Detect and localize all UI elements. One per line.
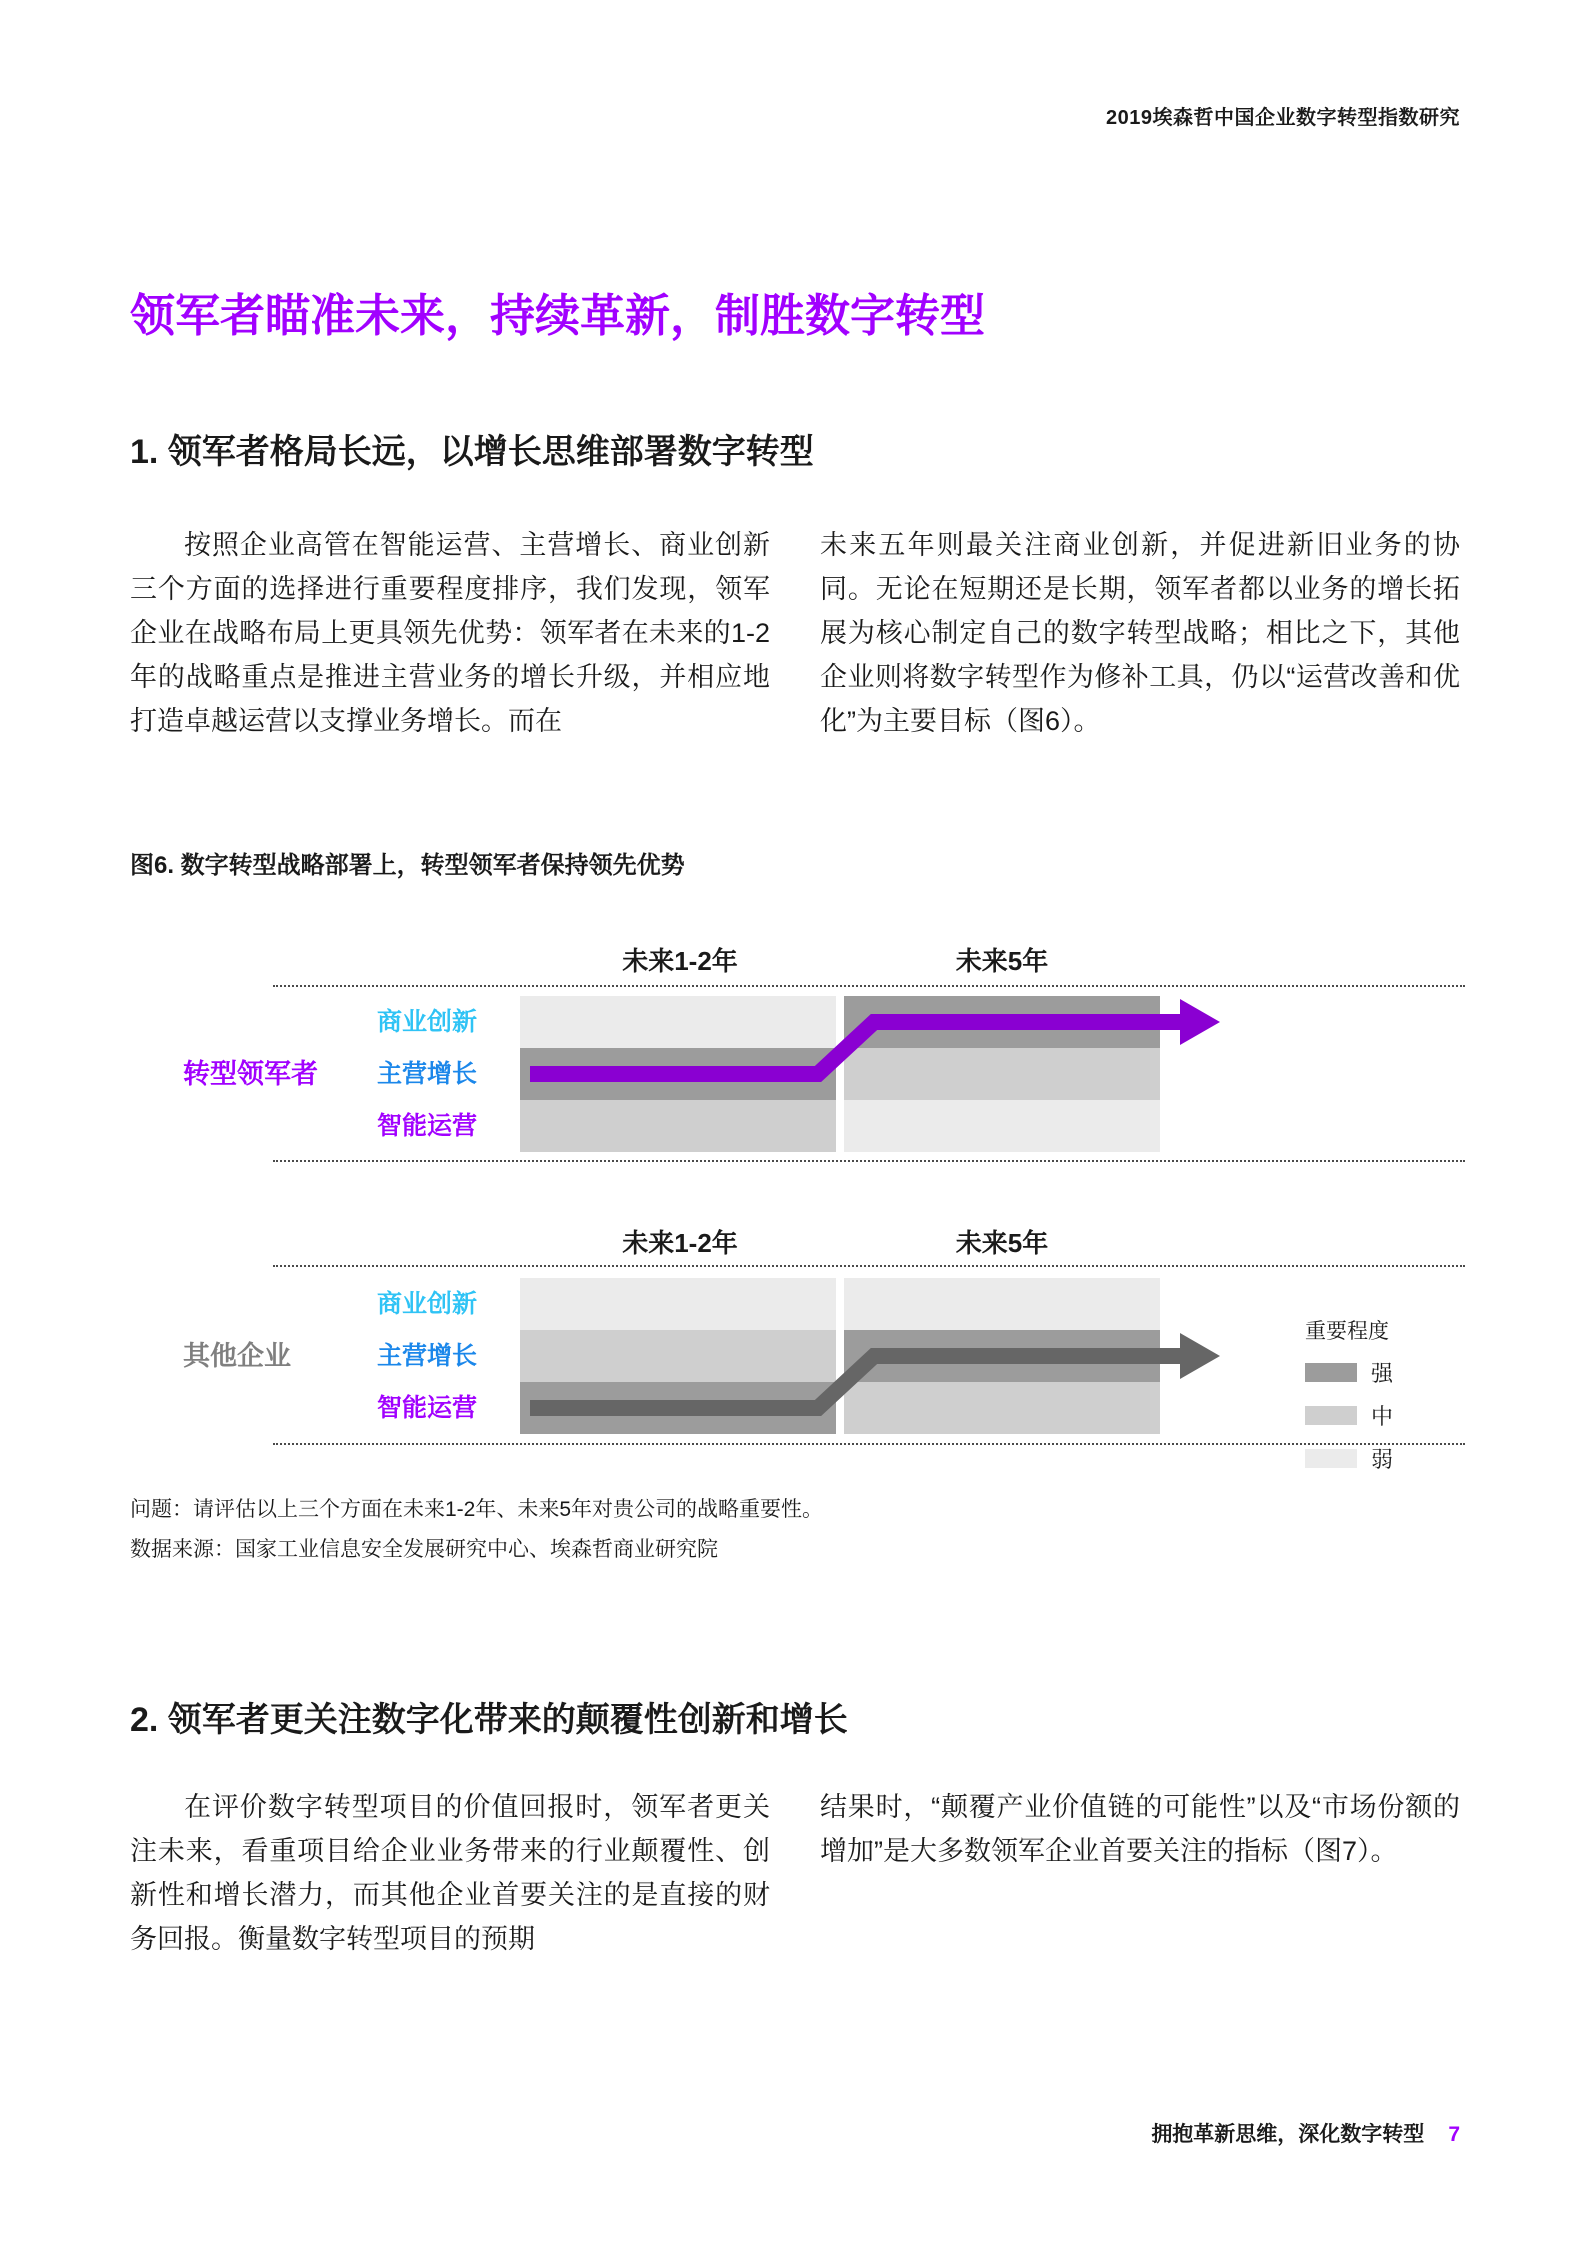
group-label-leaders: 转型领军者	[183, 1059, 318, 1089]
column-header-five-year: 未来5年	[955, 946, 1049, 976]
column-header-near-term: 未来1-2年	[622, 946, 738, 976]
figure-note-question: 问题：请评估以上三个方面在未来1-2年、未来5年对贵公司的战略重要性。	[130, 1498, 824, 1521]
section1-paragraph-right: 未来五年则最关注商业创新，并促进新旧业务的协同。无论在短期还是长期，领军者都以业务的增长拓展为核心制定自己的数字转型战略；相比之下，其他企业则将数字转型作为修补工具，仍以“运营改善和优化”为主要目标（图6）。	[820, 530, 1460, 736]
legend-title: 重要程度	[1305, 1320, 1389, 1343]
group-label-others: 其他企业	[183, 1341, 291, 1371]
report-header: 2019埃森哲中国企业数字转型指数研究	[1106, 107, 1460, 129]
section2-paragraph-left: 在评价数字转型项目的价值回报时，领军者更关注未来，看重项目给企业业务带来的行业颠覆性、创新性和增长潜力，而其他企业首要关注的是直接的财务回报。衡量数字转型项目的预期	[130, 1792, 770, 1954]
section1-heading: 1. 领军者格局长远，以增长思维部署数字转型	[130, 433, 814, 471]
column-header-near-term: 未来1-2年	[622, 1228, 738, 1258]
row-label-intelligent-operations: 智能运营	[377, 1394, 478, 1422]
section1-paragraph-left: 按照企业高管在智能运营、主营增长、商业创新三个方面的选择进行重要程度排序，我们发现，领军企业在战略布局上更具领先优势：领军者在未来的1-2年的战略重点是推进主营业务的增长升级，并相应地打造卓越运营以支撑业务增长。而在	[130, 530, 770, 736]
column-header-five-year: 未来5年	[955, 1228, 1049, 1258]
legend-label: 弱	[1371, 1447, 1394, 1472]
row-label-core-growth: 主营增长	[377, 1060, 478, 1088]
footer-text: 拥抱革新思维，深化数字转型	[1151, 2123, 1425, 2146]
others-trend-arrowhead	[1180, 1333, 1220, 1379]
figure6-chart	[130, 935, 1460, 1475]
page-title: 领军者瞄准未来，持续革新，制胜数字转型	[130, 290, 986, 341]
figure-note-source: 数据来源：国家工业信息安全发展研究中心、埃森哲商业研究院	[130, 1538, 718, 1561]
trend-arrows-layer	[130, 935, 1460, 1475]
page-footer	[1151, 2118, 1460, 2148]
legend-label: 强	[1371, 1361, 1394, 1386]
leaders-trend-arrowhead	[1180, 999, 1220, 1045]
legend-label: 中	[1371, 1404, 1394, 1429]
others-trend-arrow	[530, 1356, 1186, 1408]
section2-body	[130, 1785, 1460, 1961]
page-number: 7	[1448, 2123, 1460, 2146]
leaders-trend-arrow	[530, 1022, 1186, 1074]
section2-heading: 2. 领军者更关注数字化带来的颠覆性创新和增长	[130, 1701, 848, 1739]
row-label-intelligent-operations: 智能运营	[377, 1112, 478, 1140]
section1-body	[130, 523, 1460, 743]
row-label-business-innovation: 商业创新	[377, 1290, 478, 1318]
section2-paragraph-right: 结果时，“颠覆产业价值链的可能性”以及“市场份额的增加”是大多数领军企业首要关注的指标（图7）。	[820, 1792, 1460, 1866]
figure-notes	[130, 1490, 823, 1570]
figure6-title: 图6. 数字转型战略部署上，转型领军者保持领先优势	[130, 852, 685, 879]
row-label-business-innovation: 商业创新	[377, 1008, 478, 1036]
row-label-core-growth: 主营增长	[377, 1342, 478, 1370]
